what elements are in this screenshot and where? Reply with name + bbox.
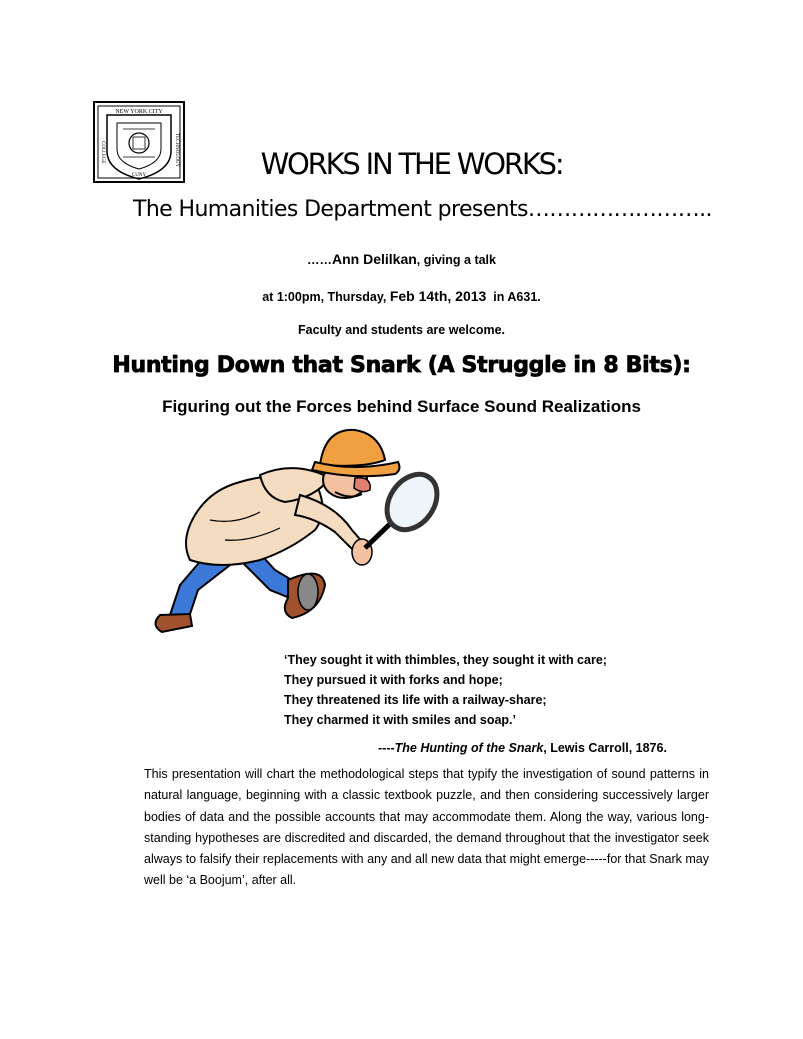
poem-line: ‘They sought it with thimbles, they sought it with care; xyxy=(284,653,607,667)
attribution-prefix: ---- xyxy=(378,741,395,755)
time-line xyxy=(0,288,803,304)
poem-line: They charmed it with smiles and soap.’ xyxy=(284,713,517,727)
svg-text:NEW YORK CITY: NEW YORK CITY xyxy=(115,109,163,115)
welcome-line: Faculty and students are welcome. xyxy=(297,323,505,337)
event-room: in A631. xyxy=(486,290,541,304)
poem-line: They pursued it with forks and hope; xyxy=(284,673,503,687)
svg-text:TECHNOLOGY: TECHNOLOGY xyxy=(174,133,179,168)
svg-text:COLLEGE: COLLEGE xyxy=(100,141,105,164)
svg-text:CUNY: CUNY xyxy=(131,173,147,178)
presenter-name: Ann Delilkan xyxy=(332,251,417,267)
detective-with-magnifying-glass-icon xyxy=(140,420,450,645)
event-date: Feb 14th, 2013 xyxy=(389,288,487,304)
talk-subtitle: Figuring out the Forces behind Surface Sound Realizations xyxy=(162,397,641,416)
poem-line: They threatened its life with a railway-share; xyxy=(284,693,547,707)
abstract-paragraph: This presentation will chart the methodological steps that typify the investigation of sound patterns in natural language, beginning with a classic textbook puzzle, and then considering successively larger bodies of data and the possible accounts that may accommodate them. Along the way, various long-standing hypotheses are discredited and discarded, the demand throughout that the investigator seek always to falsify their replacements with any and all new data that might emerge-----for that Snark may well be ‘a Boojum’, after all. xyxy=(144,767,709,888)
presenter-suffix: , giving a talk xyxy=(416,253,496,267)
attribution xyxy=(378,741,667,755)
time-prefix: at 1:00pm, Thursday, xyxy=(262,290,390,304)
presenter-prefix: …… xyxy=(307,253,332,267)
page-title: WORKS IN THE WORKS: xyxy=(260,147,563,181)
talk-title: Hunting Down that Snark (A Struggle in 8 Bits): xyxy=(112,353,691,378)
attribution-rest: , Lewis Carroll, 1876. xyxy=(543,741,667,755)
poem xyxy=(284,650,607,730)
attribution-work: The Hunting of the Snark xyxy=(394,741,544,755)
subtitle: The Humanities Department presents…………………….. xyxy=(133,197,712,222)
presenter-line xyxy=(0,251,803,267)
